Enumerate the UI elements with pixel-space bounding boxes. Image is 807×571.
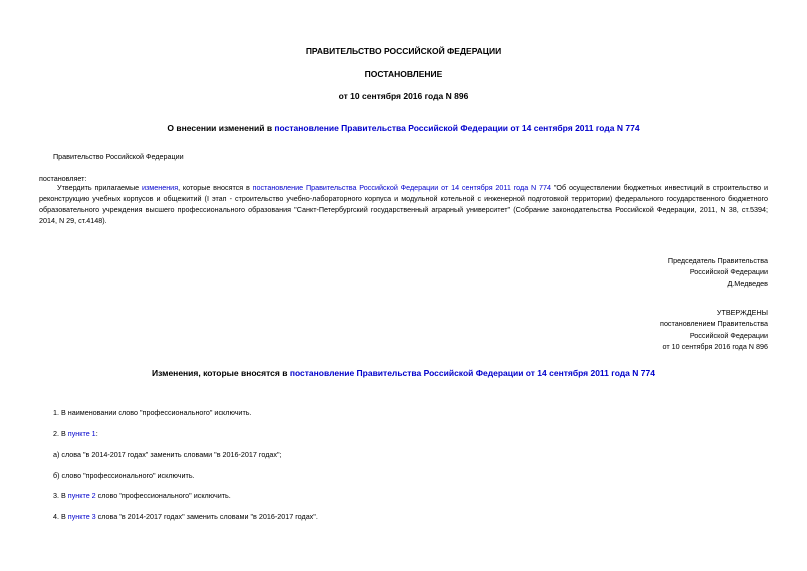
- signature-line1: Председатель Правительства: [667, 256, 768, 265]
- item-4: [53, 512, 318, 522]
- item-2-prefix: 2. В: [53, 429, 68, 438]
- item-1: 1. В наименовании слово "профессионального" исключить.: [53, 408, 252, 417]
- item-2: [53, 429, 98, 439]
- approved-line4: от 10 сентября 2016 года N 896: [662, 341, 768, 351]
- item-2a: а) слова "в 2014-2017 годах" заменить словами "в 2016-2017 годах";: [53, 450, 282, 459]
- item-2-link[interactable]: пункте 1: [67, 429, 96, 438]
- p3-text: "Об осуществлении бюджетных инвестиций в строительство и реконструкцию учебных корпусов и общежитий (I этап - строительство учебно-лабораторного корпуса и модульной котельной с инженерной подготовкой территории) федерального государственного бюджетного образовательного учреждения высшего профессионального образования "Санкт-Петербургский государственный аграрный университет" (Собрание законодательства Российской Федерации, 2011, N 38, ст.5394; 2014, N 29, ст.4148).: [39, 183, 768, 225]
- item-4-suffix: слова "в 2014-2017 годах" заменить словами "в 2016-2017 годах".: [95, 512, 318, 521]
- issuer: Правительство Российской Федерации: [53, 152, 184, 161]
- approved-line3: Российской Федерации: [689, 330, 768, 340]
- changes-link[interactable]: изменения: [142, 183, 179, 192]
- changes-title: [0, 368, 807, 379]
- title-prefix: О внесении изменений в: [167, 123, 275, 133]
- header-date-number: от 10 сентября 2016 года N 896: [338, 91, 469, 101]
- document-title: [0, 123, 807, 134]
- item-3-suffix: слово "профессионального" исключить.: [95, 491, 231, 500]
- item-2b: б) слово "профессионального" исключить.: [53, 471, 195, 480]
- header-doc-type: ПОСТАНОВЛЕНИЕ: [364, 69, 443, 79]
- decree-774-link[interactable]: постановление Правительства Российской Федерации от 14 сентября 2011 года N 774: [252, 183, 552, 192]
- signature-line2: Российской Федерации: [689, 267, 768, 277]
- p1-text: Утвердить прилагаемые: [57, 183, 142, 192]
- signature-block: [668, 255, 768, 289]
- signature-line3: Д.Медведев: [727, 278, 768, 288]
- header-government: ПРАВИТЕЛЬСТВО РОССИЙСКОЙ ФЕДЕРАЦИИ: [305, 46, 502, 56]
- item-3-prefix: 3. В: [53, 491, 68, 500]
- item-4-prefix: 4. В: [53, 512, 68, 521]
- item-2-suffix: :: [95, 429, 98, 438]
- changes-title-prefix: Изменения, которые вносятся в: [152, 368, 290, 378]
- approved-block: [660, 307, 768, 352]
- main-paragraph: [39, 182, 768, 226]
- item-3: [53, 491, 231, 501]
- item-4-link[interactable]: пункте 3: [67, 512, 96, 521]
- item-3-link[interactable]: пункте 2: [67, 491, 96, 500]
- decrees: постановляет:: [39, 174, 87, 183]
- changes-title-link[interactable]: постановление Правительства Российской Федерации от 14 сентября 2011 года N 774: [289, 368, 655, 378]
- p2-text: , которые вносятся в: [178, 183, 253, 192]
- title-link[interactable]: постановление Правительства Российской Федерации от 14 сентября 2011 года N 774: [274, 123, 640, 133]
- approved-line2: постановлением Правительства: [660, 319, 768, 329]
- approved-line1: УТВЕРЖДЕНЫ: [716, 308, 768, 317]
